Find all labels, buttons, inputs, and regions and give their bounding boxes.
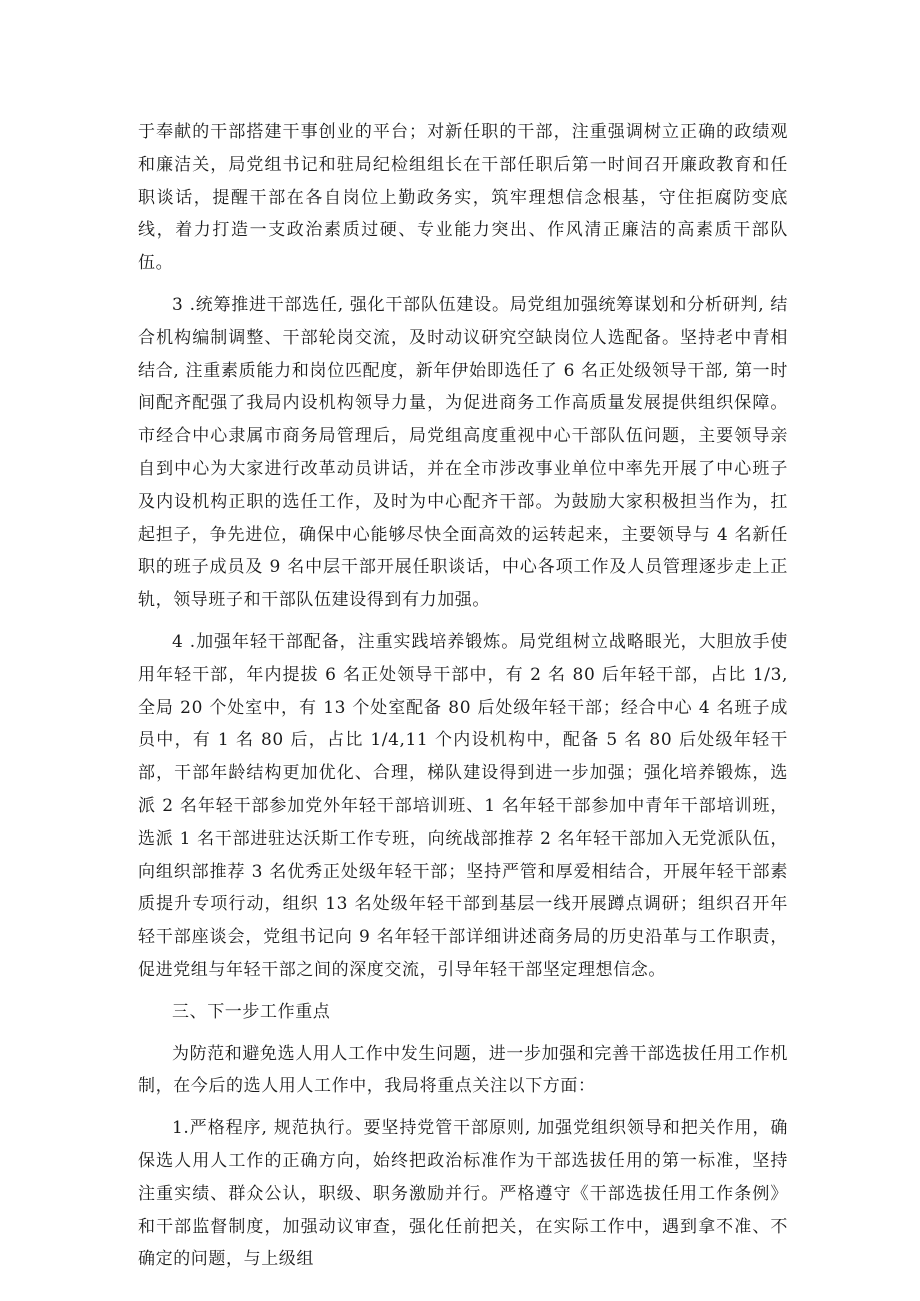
paragraph-item-4: 4 .加强年轻干部配备，注重实践培养锻炼。局党组树立战略眼光，大胆放手使用年轻干部，年内提拔 6 名正处领导干部中，有 2 名 80 后年轻干部，占比 1/3,全局 20 个处室中，有 13 个处室配备 80 后处级年轻干部；经合中心 4 名班子成员中，有 1 名 80 后，占比 1/4,11 个内设机构中，配备 5 名 80 后处级年轻干部，干部年龄结构更加优化、合理，梯队建设得到进一步加强；强化培养锻炼，选派 2 名年轻干部参加党外年轻干部培训班、1 名年轻干部参加中青年干部培训班，选派 1 名干部进驻达沃斯工作专班，向统战部推荐 2 名年轻干部加入无党派队伍，向组织部推荐 3 名优秀正处级年轻干部；坚持严管和厚爱相结合，开展年轻干部素质提升专项行动，组织 13 名处级年轻干部到基层一线开展蹲点调研；组织召开年轻干部座谈会，党组书记向 9 名年轻干部详细讲述商务局的历史沿革与工作职责，促进党组与年轻干部之间的深度交流，引导年轻干部坚定理想信念。 xyxy=(138,631,788,980)
paragraph-item-3: 3 .统筹推进干部选任, 强化干部队伍建设。局党组加强统筹谋划和分析研判, 结合机构编制调整、干部轮岗交流，及时动议研究空缺岗位人选配备。坚持老中青相结合, 注重素质能力和岗位匹配度，新年伊始即选任了 6 名正处级领导干部, 第一时间配齐配强了我局内设机构领导力量，为促进商务工作高质量发展提供组织保障。市经合中心隶属市商务局管理后，局党组高度重视中心干部队伍问题，主要领导亲自到中心为大家进行改革动员讲话，并在全市涉改事业单位中率先开展了中心班子及内设机构正职的选任工作，及时为中心配齐干部。为鼓励大家积极担当作为，扛起担子，争先进位，确保中心能够尽快全面高效的运转起来，主要领导与 4 名新任职的班子成员及 9 名中层干部开展任职谈话，中心各项工作及人员管理逐步走上正轨，领导班子和干部队伍建设得到有力加强。 xyxy=(138,294,788,611)
paragraph-continuation: 于奉献的干部搭建干事创业的平台；对新任职的干部，注重强调树立正确的政绩观和廉洁关，局党组书记和驻局纪检组组长在干部任职后第一时间召开廉政教育和任职谈话，提醒干部在各自岗位上勤政务实，筑牢理想信念根基，守住拒腐防变底线，着力打造一支政治素质过硬、专业能力突出、作风清正廉洁的高素质干部队伍。 xyxy=(138,122,788,274)
section-heading: 三、下一步工作重点 xyxy=(172,1001,331,1022)
document-body xyxy=(138,116,788,1285)
paragraph-item-1: 1.严格程序, 规范执行。要坚持党管干部原则, 加强党组织领导和把关作用，确保选人用人工作的正确方向，始终把政治标准作为干部选拔任用的第一标准，坚持注重实绩、群众公认，职级、职务激励并行。严格遵守《干部选拔任用工作条例》和干部监督制度，加强动议审查，强化任前把关，在实际工作中，遇到拿不准、不确定的问题，与上级组 xyxy=(138,1118,788,1270)
paragraph-intro: 为防范和避免选人用人工作中发生问题，进一步加强和完善干部选拔任用工作机制，在今后的选人用人工作中，我局将重点关注以下方面： xyxy=(138,1043,788,1097)
